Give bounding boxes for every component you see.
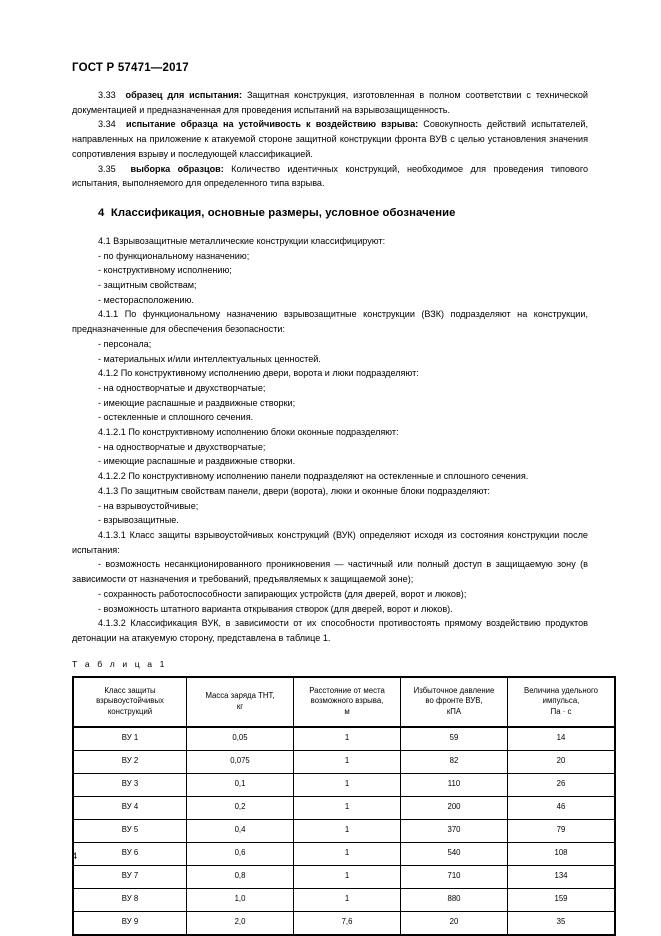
table-cell: 1 xyxy=(294,865,401,888)
classification-table xyxy=(72,676,616,936)
table-cell: 370 xyxy=(401,819,508,842)
table-cell: ВУ 1 xyxy=(73,727,187,751)
section-heading xyxy=(72,206,588,221)
table-caption: Т а б л и ц а 1 xyxy=(72,658,167,669)
term-entry-3-33 xyxy=(72,88,588,117)
table-header-cell-1: Класс защиты взрывоустойчивых конструкций xyxy=(73,677,187,727)
term-entry-3-34 xyxy=(72,117,588,161)
table-row xyxy=(73,750,615,773)
table-cell: ВУ 8 xyxy=(73,888,187,911)
term-number: 3.35 xyxy=(98,163,116,174)
section-number: 4 xyxy=(98,206,105,219)
table-cell: 1 xyxy=(294,888,401,911)
clause-4-1-1-bullet-2: - материальных и/или интеллектуальных ценностей. xyxy=(98,353,321,364)
clause-4-1-2-1-bullet-2: - имеющие распашные и раздвижные створки. xyxy=(98,456,296,467)
table-header-cell-2: Масса заряда ТНТ, кг xyxy=(187,677,294,727)
table-cell: 1 xyxy=(294,727,401,751)
table-cell: 20 xyxy=(401,911,508,935)
table-cell: 82 xyxy=(401,750,508,773)
table-cell: 46 xyxy=(508,796,616,819)
page-content xyxy=(72,88,598,936)
table-cell: 1 xyxy=(294,750,401,773)
clause-4-1-bullet-1: - по функциональному назначению; xyxy=(98,250,250,261)
table-cell: 79 xyxy=(508,819,616,842)
table-row xyxy=(73,727,615,751)
table-cell: 880 xyxy=(401,888,508,911)
table-cell: 159 xyxy=(508,888,616,911)
clause-4-1-2-bullet-2: - имеющие распашные и раздвижные створки; xyxy=(98,397,296,408)
table-cell: 108 xyxy=(508,842,616,865)
section-title-text: Классификация, основные размеры, условное обозначение xyxy=(110,206,456,219)
table-row xyxy=(73,842,615,865)
table-cell: ВУ 7 xyxy=(73,865,187,888)
clause-4-1-3-1-bullet-3: - возможность штатного варианта открывания створок (для дверей, ворот и люков). xyxy=(98,603,453,614)
table-cell: 134 xyxy=(508,865,616,888)
clause-4-1-3-1-bullet-2: - сохранность работоспособности запирающих устройств (для дверей, ворот и люков); xyxy=(98,588,467,599)
table-cell: 0,05 xyxy=(187,727,294,751)
table-cell: 14 xyxy=(508,727,616,751)
clause-4-1-3-1-bullet-1: - возможность несанкционированного проникновения — частичный или полный доступ в защищаемую зону (в зависимости от назначения и требований, предъявляемых к защищаемой зоне); xyxy=(72,559,588,585)
clause-4-1-3-bullet-2: - взрывозащитные. xyxy=(98,515,179,526)
clause-4-1-3: 4.1.3 По защитным свойствам панели, двери (ворота), люки и оконные блоки подразделяют: xyxy=(98,485,490,496)
table-cell: 59 xyxy=(401,727,508,751)
table-cell: 1 xyxy=(294,842,401,865)
term-definition: Защитная конструкция, изготовленная в полном соответствии с технической документацией и предназначенная для проведения испытаний на взрывозащищенность. xyxy=(72,90,588,115)
clause-4-1-3-2: 4.1.3.2 Классификация ВУК, в зависимости от их способности противостоять прямому воздействию продуктов детонации на атакуемую сторону, представлена в таблице 1. xyxy=(72,618,588,643)
table-cell: 200 xyxy=(401,796,508,819)
table-cell: 710 xyxy=(401,865,508,888)
table-cell: 0,8 xyxy=(187,865,294,888)
clause-4-1-2-2: 4.1.2.2 По конструктивному исполнению панели подразделяют на остекленные и сплошного сечения. xyxy=(98,471,529,482)
table-cell: 26 xyxy=(508,773,616,796)
table-row xyxy=(73,888,615,911)
table-cell: 110 xyxy=(401,773,508,796)
table-cell: ВУ 3 xyxy=(73,773,187,796)
term-definition: Количество идентичных конструкций, необходимое для проведения типового испытания, выполняемого для определенного типа взрыва. xyxy=(72,163,588,189)
term-label: образец для испытания: xyxy=(125,90,243,100)
table-header-row xyxy=(73,677,615,727)
clause-4-1-2: 4.1.2 По конструктивному исполнению двери, ворота и люки подразделяют: xyxy=(98,368,419,379)
table-cell: 0,4 xyxy=(187,819,294,842)
table-row xyxy=(73,773,615,796)
table-cell: 20 xyxy=(508,750,616,773)
table-cell: 1 xyxy=(294,819,401,842)
table-cell: 540 xyxy=(401,842,508,865)
table-head xyxy=(73,677,615,727)
table-body xyxy=(73,727,615,935)
spacer xyxy=(72,646,588,659)
table-cell: ВУ 4 xyxy=(73,796,187,819)
clause-4-1-1: 4.1.1 По функциональному назначению взрывозащитные конструкции (ВЗК) подразделяют на конструкции, предназначенные для обеспечения безопасности: xyxy=(72,309,588,335)
table-cell: 0,075 xyxy=(187,750,294,773)
term-definition: Совокупность действий испытателей, направленных на приложение к атакуемой стороне защитной конструкции фронта ВУВ с целью установления значения сопротивления взрыву и последующей классификацией. xyxy=(72,119,588,159)
clause-4-1-2-1-bullet-1: - на одностворчатые и двухстворчатые; xyxy=(98,441,266,452)
standard-header: ГОСТ Р 57471—2017 xyxy=(72,62,189,74)
table-header-cell-3: Расстояние от места возможного взрыва, м xyxy=(294,677,401,727)
spacer xyxy=(72,191,588,206)
clause-4-1-2-bullet-1: - на одностворчатые и двухстворчатые; xyxy=(98,382,266,393)
table-cell: 2,0 xyxy=(187,911,294,935)
table-header-cell-4: Избыточное давление во фронте ВУВ, кПА xyxy=(401,677,508,727)
clause-4-1-1-bullet-1: - персонала; xyxy=(98,338,152,349)
table-cell: ВУ 2 xyxy=(73,750,187,773)
term-number: 3.34 xyxy=(98,119,116,130)
clause-4-1-bullet-2: - конструктивному исполнению; xyxy=(98,265,232,276)
term-number: 3.33 xyxy=(98,90,116,100)
clause-4-1: 4.1 Взрывозащитные металлические конструкции классифицируют: xyxy=(98,235,386,246)
clause-4-1-bullet-3: - защитным свойствам; xyxy=(98,280,197,291)
page-number: 4 xyxy=(72,851,78,861)
clause-4-1-2-1: 4.1.2.1 По конструктивному исполнению блоки оконные подразделяют: xyxy=(98,427,399,438)
table-cell: 1 xyxy=(294,773,401,796)
clause-4-1-3-1: 4.1.3.1 Класс защиты взрывоустойчивых конструкций (ВУК) определяют исходя из состояния конструкции после испытания: xyxy=(72,529,588,555)
term-label: выборка образцов: xyxy=(130,163,224,174)
table-cell: 1 xyxy=(294,796,401,819)
table-cell: 7,6 xyxy=(294,911,401,935)
table-cell: 35 xyxy=(508,911,616,935)
table-cell: ВУ 9 xyxy=(73,911,187,935)
table-cell: 0,2 xyxy=(187,796,294,819)
clause-4-1-bullet-4: - месторасположению. xyxy=(98,294,194,305)
table-cell: ВУ 6 xyxy=(73,842,187,865)
table-row xyxy=(73,796,615,819)
table-cell: 0,6 xyxy=(187,842,294,865)
term-label: испытание образца на устойчивость к воздействию взрыва: xyxy=(125,119,419,130)
table-row xyxy=(73,819,615,842)
table-row xyxy=(73,911,615,935)
table-header-cell-5: Величина удельного импульса, Па · с xyxy=(508,677,616,727)
spacer xyxy=(72,221,588,234)
table-cell: ВУ 5 xyxy=(73,819,187,842)
clause-4-1-2-bullet-3: - остекленные и сплошного сечения. xyxy=(98,412,254,423)
table-row xyxy=(73,865,615,888)
table-cell: 1,0 xyxy=(187,888,294,911)
table-cell: 0,1 xyxy=(187,773,294,796)
clause-4-1-3-bullet-1: - на взрывоустойчивые; xyxy=(98,500,199,511)
term-entry-3-35 xyxy=(72,162,588,191)
